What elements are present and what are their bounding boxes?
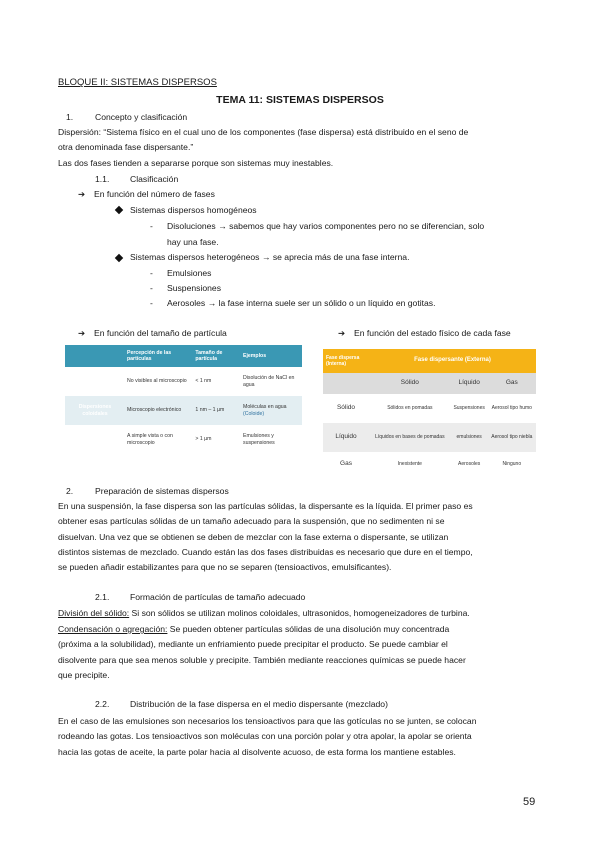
dispersion-line-2: otra denominada fase dispersante.” (58, 142, 194, 152)
block-title: BLOQUE II: SISTEMAS DISPERSOS (58, 77, 217, 88)
section-2-2-title: Distribución de la fase dispersa en el medio dispersante (mezclado) (130, 699, 388, 709)
dash-icon: - (150, 283, 153, 293)
table-cell: 1 nm – 1 µm (193, 396, 241, 425)
column-header: Líquido (451, 373, 488, 394)
paragraph-line: se pueden añadir estabilizantes para que no se separen (tensioactivos, emulsificantes). (58, 562, 392, 572)
table-cell: Emulsiones y suspensiones (241, 425, 302, 454)
section-1-number: 1. (66, 112, 74, 122)
table-cell: Aerosoles (451, 452, 488, 476)
table-cell (241, 396, 302, 425)
section-2-title: Preparación de sistemas dispersos (95, 486, 229, 496)
division-line (58, 608, 544, 619)
paragraph-line: distintos sistemas de mezclado. Cuando están las dos fases distribuidas es necesario que dure en el tiempo, (58, 547, 473, 557)
table-row (65, 396, 302, 425)
table-cell: < 1 nm (193, 367, 241, 396)
paragraph-line: disolvente para que sea menos soluble y precipite. También mediante reacciones químicas se puede hacer (58, 655, 466, 665)
table-header-cell (65, 345, 125, 367)
paragraph-line: obtener esas partículas sólidas de un tamaño adecuado para la suspensión, que no sedimenten ni se (58, 516, 445, 526)
table-row (323, 423, 536, 452)
condensacion-label: Condensación o agregación: (58, 624, 168, 634)
arrow-icon: ➔ (338, 328, 346, 338)
paragraph-line: disuelvan. Una vez que se obtienen se deben de mezclar con la fase externa o dispersante, se utilizan (58, 532, 449, 542)
paragraph-line: En una suspensión, la fase dispersa son las partículas sólidas, la dispersante es la líquida. El primer paso es (58, 501, 473, 511)
table-cell: Ninguno (488, 452, 536, 476)
condensacion-line (58, 624, 544, 635)
arrow-item-fases: En función del número de fases (94, 189, 215, 199)
section-2-number: 2. (66, 486, 74, 496)
row-header: Gas (323, 452, 369, 476)
table-header-cell: Ejemplos (241, 345, 302, 367)
table-row (65, 367, 302, 396)
table-cell: Microscopio electrónico (125, 396, 193, 425)
arrow-item-estado: En función del estado físico de cada fase (354, 328, 511, 338)
suspensiones-item: Suspensiones (167, 283, 221, 293)
table-cell: Líquidos en bases de pomadas (369, 423, 451, 452)
dash-icon: - (150, 268, 153, 278)
row-header: Sist. heterogéneos (65, 425, 125, 454)
paragraph-line: En el caso de las emulsiones son necesarios los tensioactivos para que las gotículas no se junten, se colocan (58, 716, 477, 726)
section-1-title: Concepto y clasificación (95, 112, 188, 122)
diamond-bullet-icon (115, 206, 123, 214)
table-cell: emulsiones (451, 423, 488, 452)
arrow-item-tamano: En función del tamaño de partícula (94, 328, 227, 338)
paragraph-line: hacia las gotas de aceite, la parte polar hacia al disolvente acuoso, de esta forma los mantiene estables. (58, 747, 456, 757)
condensacion-text: Se pueden obtener partículas sólidas de una disolución muy concentrada (167, 624, 450, 634)
coloide-label: (Coloide) (243, 410, 265, 417)
homogeneos-item: Sistemas dispersos homogéneos (130, 205, 257, 215)
example-text: Moléculas en agua (243, 404, 287, 410)
paragraph-line: rodeando las gotas. Los tensioactivos son moléculas con una porción polar y otra apolar, la apolar se orienta (58, 731, 472, 741)
emulsiones-item: Emulsiones (167, 268, 212, 278)
row-header: Dispersiones coloidales (65, 396, 125, 425)
aerosoles-item: Aerosoles → la fase interna suele ser un sólido o un líquido en gotitas. (167, 298, 436, 308)
table-cell: Inexistente (369, 452, 451, 476)
page-number: 59 (523, 796, 536, 808)
physical-state-table (323, 349, 536, 476)
table-cell: Aerosol tipo humo (488, 394, 536, 423)
table-cell: Sólidos en pomadas (369, 394, 451, 423)
table-cell: Aerosol tipo niebla (488, 423, 536, 452)
table-row (323, 394, 536, 423)
table-row (323, 452, 536, 476)
table-cell: Disolución de NaCl en agua (241, 367, 302, 396)
diamond-bullet-icon (115, 254, 123, 262)
division-label: División del sólido: (58, 608, 130, 618)
table-header-cell: Tamaño de partícula (193, 345, 241, 367)
table-cell: A simple vista o con microscopio (125, 425, 193, 454)
column-header: Gas (488, 373, 536, 394)
table-cell: > 1 µm (193, 425, 241, 454)
row-header: Sist. homogéneos (65, 367, 125, 396)
disoluciones-line-1: Disoluciones → sabemos que hay varios componentes pero no se diferencian, solo (167, 221, 485, 231)
arrow-icon: ➔ (78, 328, 86, 338)
table-cell: Suspensiones (451, 394, 488, 423)
corner-header: Fase dispersa (Interna) (323, 349, 369, 373)
table-row (65, 425, 302, 454)
empty-cell (323, 373, 369, 394)
dash-icon: - (150, 221, 153, 231)
arrow-icon: ➔ (78, 189, 86, 199)
row-header: Líquido (323, 423, 369, 452)
heterogeneos-item: Sistemas dispersos heterogéneos → se aprecia más de una fase interna. (130, 252, 410, 262)
section-2-2-number: 2.2. (95, 699, 110, 709)
dash-icon: - (150, 298, 153, 308)
column-header: Sólido (369, 373, 451, 394)
table-cell: No visibles al microscopio (125, 367, 193, 396)
section-2-1-title: Formación de partículas de tamaño adecuado (130, 592, 306, 602)
dispersion-line-1: Dispersión: “Sistema físico en el cual uno de los componentes (fase dispersa) está distribuido en el seno de (58, 127, 469, 137)
table-header-cell: Percepción de las partículas (125, 345, 193, 367)
paragraph-line: que precipite. (58, 670, 110, 680)
fases-line: Las dos fases tienden a separarse porque son sistemas muy inestables. (58, 158, 334, 168)
particle-size-table (65, 345, 302, 454)
top-header: Fase dispersante (Externa) (369, 349, 536, 373)
section-2-1-number: 2.1. (95, 592, 110, 602)
division-text: Si son sólidos se utilizan molinos coloidales, ultrasonidos, homogeneizadores de turbina. (129, 608, 470, 618)
row-header: Sólido (323, 394, 369, 423)
disoluciones-line-2: hay una fase. (167, 237, 219, 247)
paragraph-line: (próxima a la solubilidad), mediante un enfriamiento puede precipitar el producto. Se puede cambiar el (58, 639, 448, 649)
page-title: TEMA 11: SISTEMAS DISPERSOS (216, 94, 384, 106)
section-1-1-title: Clasificación (130, 174, 179, 184)
section-1-1-number: 1.1. (95, 174, 110, 184)
